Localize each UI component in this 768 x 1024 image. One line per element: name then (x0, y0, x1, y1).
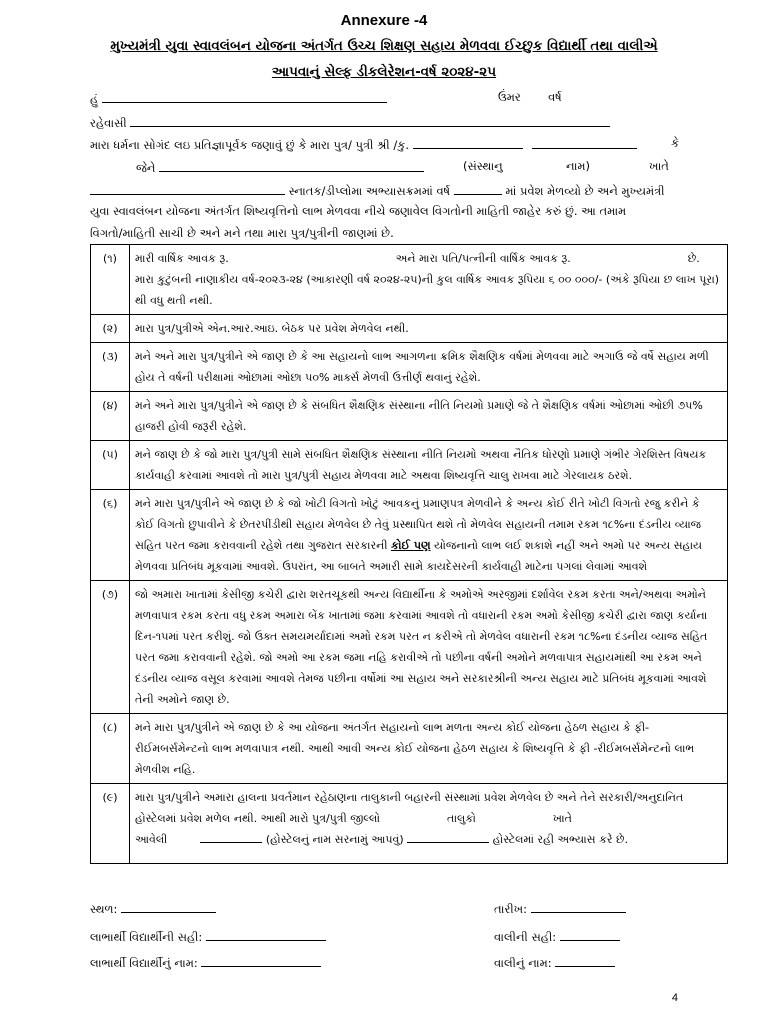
title-line-2: આપવાનું સેલ્ફ ડીકલેરેશન-વર્ષ ૨૦૨૪-૨૫ (271, 64, 497, 80)
taluka-label: તાલુકો (447, 812, 476, 825)
spouse-income-label: અને મારા પતિ/પત્નીની વાર્ષિક આવક રૂ. (395, 252, 571, 265)
item-text: જો અમારા ખાતામાં કેસીજી કચેરી દ્વારા શરતચૂકથી અન્ય વિદ્યાર્થીના કે અમોએ અરજીમાં દર્શાવેલ રકમ કરતા અને/અથવા અમોને મળવાપાત્ર રકમ કરતા વધુ રકમ અમારા બેંક ખાતામાં જમા કરવામાં આવશે તો વધારાની રકમ અમો કેસીજી કચેરી દ્વારા જાણ કર્યાના દિન-૧૫માં પરત કરીશું. જો ઉક્ત સમયમર્યાદામાં અમો રકમ પરત ન કરીએ તો મેળવેલ વધારાની રકમ ૧૮%ના દંડનીય વ્યાજ સહિત પરત જમા કરાવવાની રહેશે. જો અમો આ રકમ જમા નહિ કરાવીએ તો પછીના વર્ષની અમોને મળવાપાત્ર સહાયમાંથી આ રકમ અને દંડનીય વ્યાજ વસૂલ કરવામાં આવશે તેમજ પછીના વર્ષોમાં આ સહાય અને સરકારશ્રીની અન્ય સહાય માટે પ્રતિબંધ મૂકવામાં આવશે તેની અમોને જાણ છે. (130, 581, 728, 714)
item-6-text-b: યોજનાનો લાભ લઈ શકાશે નહીં અને અમો પર અન્ય સહાય મેળવવા પ્રતિબંધ મૂકવામાં આવશે. ઉપરાંત, આ બાબતે અમારી સામે કાયદેસરની કાર્યવાહી માટેના પગલાં લેવામાં આવશે (135, 539, 703, 573)
item-text (130, 490, 728, 581)
item-9-text-a: મારા પુત્ર/પુત્રીને અમારા હાલના પ્રવર્તમાન રહેઠાણના તાલુકાની બહારની સંસ્થામાં પ્રવેશ મેળવેલ છે અને તેને સરકારી/અનુદાનિત હોસ્ટેલમાં પ્રવેશ મળેલ નથી. આથી મારો પુત્ર/પુત્રી જીલ્લો (135, 791, 684, 825)
item-text (130, 784, 728, 864)
item-text: મને અને મારા પુત્ર/પુત્રીને એ જાણ છે કે સંબધિત શૈક્ષણિક સંસ્થાના નીતિ નિયમો પ્રમાણે જે તે શૈક્ષણિક વર્ષમાં ઓછામાં ઓછી ૭૫% હાજરી હોવી જરૂરી રહેશે. (130, 392, 728, 441)
item-number: (૩) (91, 343, 130, 392)
declaration-table (90, 244, 728, 864)
item-6-emphasis: કોઈ પણ (390, 539, 431, 552)
resident-extra (510, 114, 610, 130)
name-label: નામ) (566, 159, 590, 173)
item-number: (૯) (91, 784, 130, 864)
student-sign-blank[interactable] (206, 928, 326, 941)
annexure-heading: Annexure -4 (340, 12, 428, 29)
institute-label: (સંસ્થાનુ (463, 159, 503, 173)
item-6-text-a: મને મારા પુત્ર/પુત્રીને એ જાણ છે કે જો ખોટી વિગતો ખોટું આવકનું પ્રમાણપત્ર મેળવીને કે અન્ય કોઈ રીતે ખોટી વિગતો રજુ કરીને કે કોઈ વિગતો છુપાવીને કે છેતરપીંડીથી સહાય મેળવેલ છે તેવું પ્રસ્થાપિત થશે તો મેળવેલ સહાયની તમામ રકમ ૧૮%ના દંડનીય વ્યાજ સહિત પરત જમા કરાવવાની રહેશે તથા ગુજરાત સરકારની (135, 497, 702, 552)
age-label: ઉંમર (498, 90, 521, 104)
resident-line (90, 114, 515, 131)
table-row (91, 714, 728, 784)
oath-line (90, 136, 637, 153)
name-blank[interactable] (102, 90, 387, 103)
item-number: (૬) (91, 490, 130, 581)
item-number: (૨) (91, 315, 130, 343)
khate-label: ખાતે (649, 159, 669, 173)
parent-sign-blank[interactable] (560, 928, 620, 941)
student-name-blank[interactable] (201, 954, 321, 967)
resident-blank[interactable] (130, 114, 515, 127)
child-surname-blank[interactable] (532, 136, 637, 149)
item-text: મારા પુત્ર/પુત્રીએ એન.આર.આઇ. બેઠક પર પ્રવેશ મેળવેલ નથી. (130, 315, 728, 343)
date-line (494, 900, 626, 917)
parent-name-blank[interactable] (555, 954, 615, 967)
item-text (130, 245, 728, 315)
course-blank[interactable] (90, 182, 285, 195)
title-line-1: મુખ્યમંત્રી યુવા સ્વાવલંબન યોજના અંતર્ગત ઉચ્ચ શિક્ષણ સહાય મેળવવા ઈચ્છુક વિદ્યાર્થી તથા વાલીએ (110, 38, 658, 54)
ke-label-wrap (671, 136, 679, 151)
student-sign-label: લાભાર્થી વિદ્યાર્થીની સહી: (90, 930, 203, 944)
family-income-text: મારા કુટુંબની નાણાકીય વર્ષ-૨૦૨૩-૨૪ (આકારણી વર્ષ ૨૦૨૪-૨૫)ની કુલ વાર્ષિક આવક રૂપિયા ૬ ૦૦ ૦૦૦/- (અંકે રૂપિયા છ લાખ પૂરા) થી વધુ થતી નથી. (135, 273, 720, 307)
item-number: (૪) (91, 392, 130, 441)
place-line (90, 900, 216, 917)
student-name-line (90, 954, 321, 971)
student-sign-line (90, 928, 326, 945)
table-row (91, 784, 728, 864)
table-row (91, 245, 728, 315)
parent-sign-label: વાલીની સહી: (494, 930, 557, 944)
hostel-note: (હોસ્ટેલનું નામ સરનામું આપવું) (265, 833, 404, 846)
item-number: (૧) (91, 245, 130, 315)
place-label: સ્થળ: (90, 902, 118, 916)
name-line (90, 90, 387, 107)
age-line (498, 90, 562, 105)
date-label: તારીખ: (494, 902, 528, 916)
student-name-label: લાભાર્થી વિદ્યાર્થીનું નામ: (90, 956, 198, 970)
table-row (91, 392, 728, 441)
admission-text: માં પ્રવેશ મેળવ્યો છે અને મુખ્યમંત્રી (505, 184, 665, 198)
parent-name-label: વાલીનું નામ: (494, 956, 552, 970)
resident-label: રહેવાસી (90, 116, 127, 130)
item-number: (૮) (91, 714, 130, 784)
resident-extra-blank[interactable] (510, 114, 610, 127)
item-number: (૫) (91, 441, 130, 490)
table-row (91, 490, 728, 581)
institute-name-labels (463, 159, 503, 174)
hostel-blank-1[interactable] (200, 830, 262, 843)
item-text: મને જાણ છે કે જો મારા પુત્ર/પુત્રી સામે સંબધિત શૈક્ષણિક સંસ્થાના નીતિ નિયમો અથવા નૈતિક ધોરણો પ્રમાણે ગંભીર ગેરશિસ્ત વિષયક કાર્યવાહી કરવામાં આવશે તો મારા પુત્ર/પુત્રી સહાય મેળવવા માટે અથવા શિષ્યવૃત્તિ ચાલુ રાખવા માટે ગેરલાયક ઠરશે. (130, 441, 728, 490)
jene-label: જેને (136, 161, 156, 175)
course-text: સ્નાતક/ડીપ્લોમા અભ્યાસક્રમમાં વર્ષ (288, 184, 451, 198)
income-end-label: છે. (687, 252, 700, 265)
parent-name-line (494, 954, 615, 971)
hostel-end-text: હોસ્ટેલમાં રહી અભ્યાસ કરે છે. (492, 833, 629, 846)
place-blank[interactable] (121, 900, 216, 913)
year-label: વર્ષ (548, 90, 562, 104)
parent-sign-line (494, 928, 620, 945)
name-paren (566, 159, 590, 174)
child-name-blank[interactable] (413, 136, 523, 149)
hu-label: હું (90, 92, 99, 106)
para-line-3: વિગતો/માહિતી સાચી છે અને મને તથા મારા પુત્ર/પુત્રીની જાણમાં છે. (90, 226, 394, 240)
para-line-2: યુવા સ્વાવલંબન યોજના અંતર્ગત શિષ્યવૃત્તિનો લાભ મેળવવા નીચે જણાવેલ વિગતોની માહિતી જાહેર કરું છું. આ તમામ (90, 204, 627, 218)
table-row (91, 441, 728, 490)
own-income-label: મારી વાર્ષિક આવક રૂ. (135, 252, 229, 265)
course-year-blank[interactable] (454, 182, 502, 195)
institute-line (136, 159, 424, 176)
course-line (90, 182, 665, 199)
khate-wrap (649, 159, 669, 174)
table-row (91, 343, 728, 392)
aaveli-label: આવેલી (135, 833, 168, 846)
item-text: મને મારા પુત્ર/પુત્રીને એ જાણ છે કે આ યોજના અંતર્ગત સહાયનો લાભ મળતા અન્ય કોઈ યોજના હેઠળ સહાય કે ફી-રીઈમબર્સમેન્ટનો લાભ મળવાપાત્ર નથી. આથી આવી અન્ય કોઈ યોજના હેઠળ સહાય કે શિષ્યવૃત્તિ કે ફી -રીઈમબર્સમેન્ટનો લાભ મેળવીશ નહિ. (130, 714, 728, 784)
item-number: (૭) (91, 581, 130, 714)
institute-blank[interactable] (159, 159, 424, 172)
table-row (91, 581, 728, 714)
ke-label: કે (671, 136, 680, 150)
table-row (91, 315, 728, 343)
date-blank[interactable] (531, 900, 626, 913)
page-number: 4 (671, 992, 678, 1004)
oath-text: મારા ધર્મના સોગંદ લઇ પ્રતિજ્ઞાપૂર્વક જણાવું છું કે મારા પુત્ર/ પુત્રી શ્રી /કુ. (90, 138, 409, 152)
khate-label-9: ખાતે (552, 812, 572, 825)
hostel-blank-2[interactable] (407, 830, 489, 843)
item-text: મને અને મારા પુત્ર/પુત્રીને એ જાણ છે કે આ સહાયનો લાભ આગળના ક્રમિક શૈક્ષણિક વર્ષમાં મેળવવા માટે અગાઉ જે વર્ષે સહાય મળી હોય તે વર્ષની પરીક્ષામાં ઓછામાં ઓછા ૫૦% માર્ક્સ મેળવી ઉત્તીર્ણ થવાનું રહેશે. (130, 343, 728, 392)
